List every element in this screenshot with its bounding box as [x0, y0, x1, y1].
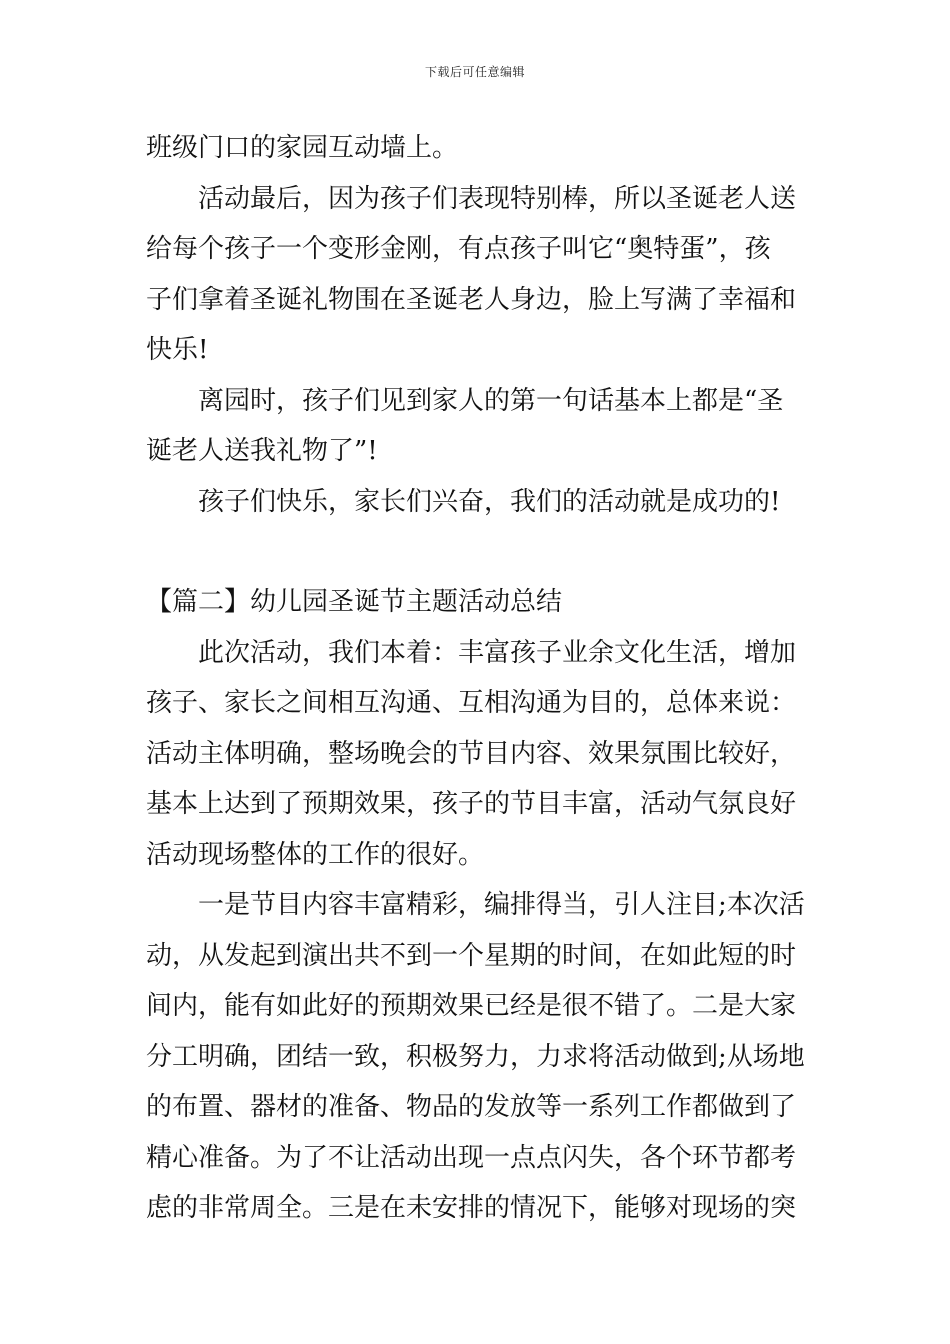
paragraph-start: 孩子们快乐，家长们兴奋，我们的活动就是成功的! — [198, 486, 781, 517]
text-line: 间内，能有如此好的预期效果已经是很不错了。二是大家 — [146, 991, 797, 1021]
text-line: 动，从发起到演出共不到一个星期的时间，在如此短的时 — [146, 940, 797, 971]
text-line: 基本上达到了预期效果，孩子的节目丰富，活动气氛良好 — [146, 789, 797, 819]
text-line: 快乐! — [146, 335, 209, 365]
text-line: 活动现场整体的工作的很好。 — [146, 839, 485, 870]
text-line: 诞老人送我礼物了”! — [146, 436, 378, 466]
paragraph-start: 此次活动，我们本着：丰富孩子业余文化生活，增加 — [198, 637, 797, 668]
section-heading: 【篇二】幼儿园圣诞节主题活动总结 — [146, 587, 563, 617]
paragraph-start: 活动最后，因为孩子们表现特别棒，所以圣诞老人送 — [198, 183, 797, 214]
text-line: 活动主体明确，整场晚会的节目内容、效果氛围比较好， — [146, 738, 797, 769]
section-gap — [146, 527, 806, 577]
paragraph-start: 一是节目内容丰富精彩，编排得当，引人注目;本次活 — [198, 890, 805, 920]
text-line: 给每个孩子一个变形金刚，有点孩子叫它“奥特蛋”，孩 — [146, 234, 771, 264]
text-line: 孩子、家长之间相互沟通、互相沟通为目的，总体来说： — [146, 688, 797, 718]
text-line: 分工明确，团结一致，积极努力，力求将活动做到;从场地 — [146, 1041, 805, 1072]
document-body — [146, 123, 806, 1234]
text-line: 精心准备。为了不让活动出现一点点闪失，各个环节都考 — [146, 1142, 797, 1173]
page-header-note: 下载后可任意编辑 — [424, 65, 525, 79]
paragraph-start: 离园时，孩子们见到家人的第一句话基本上都是“圣 — [198, 385, 784, 416]
text-line: 子们拿着圣诞礼物围在圣诞老人身边，脸上写满了幸福和 — [146, 284, 797, 315]
text-line: 班级门口的家园互动墙上。 — [146, 133, 459, 163]
text-line: 的布置、器材的准备、物品的发放等一系列工作都做到了 — [146, 1092, 797, 1122]
text-line: 虑的非常周全。三是在未安排的情况下，能够对现场的突 — [146, 1193, 797, 1223]
